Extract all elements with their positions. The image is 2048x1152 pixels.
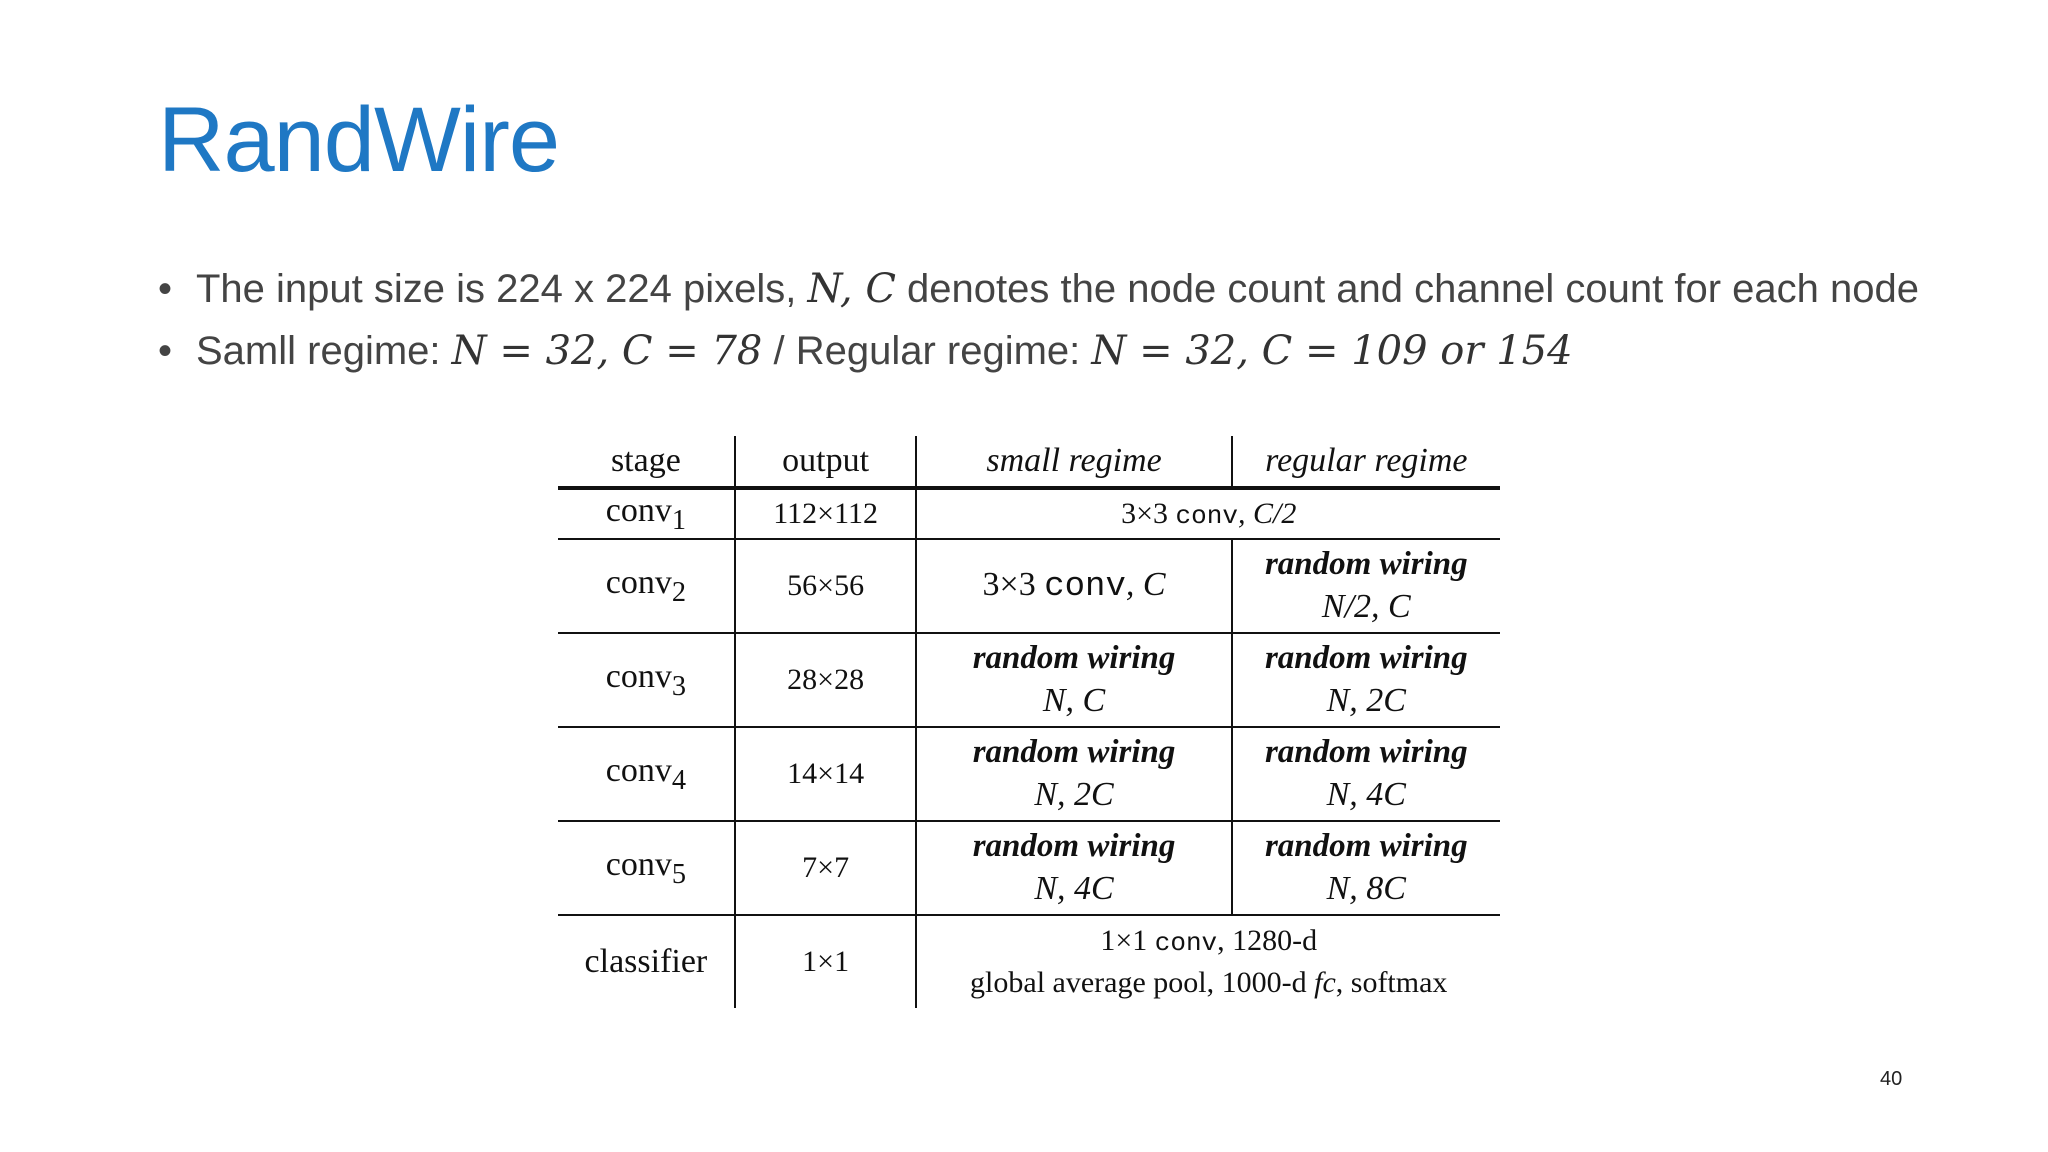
regular-regime-cell: random wiring N, 2C <box>1232 633 1500 727</box>
output-cell: 112×112 <box>735 488 917 539</box>
output-cell: 14×14 <box>735 727 917 821</box>
page-number: 40 <box>1880 1068 1903 1090</box>
bullet-text: Samll regime: <box>196 329 452 373</box>
small-regime-cell: random wiring N, C <box>916 633 1231 727</box>
bullet-item <box>158 320 1919 382</box>
math-inline: N, C <box>807 266 896 312</box>
header-stage: stage <box>558 436 735 488</box>
output-cell: 7×7 <box>735 821 917 915</box>
output-cell: 1×1 <box>735 915 917 1008</box>
output-cell: 28×28 <box>735 633 917 727</box>
regular-regime-cell: random wiring N, 4C <box>1232 727 1500 821</box>
stage-cell: conv$_3$ <box>558 633 735 727</box>
table-row <box>558 915 1500 1008</box>
table-row <box>558 539 1500 633</box>
table-row <box>558 488 1500 539</box>
architecture-table <box>558 436 1500 1008</box>
small-regime-cell: 3×3 conv, C <box>916 539 1231 633</box>
table-row <box>558 821 1500 915</box>
stage-cell: conv$_4$ <box>558 727 735 821</box>
span-cell: 3×3 conv, C/2 <box>916 488 1500 539</box>
table-row <box>558 633 1500 727</box>
stage-cell: conv$_5$ <box>558 821 735 915</box>
bullet-text: The input size is 224 x 224 pixels, <box>196 267 808 311</box>
bullet-dot: • <box>158 329 173 373</box>
math-inline: N = 32, C = 78 <box>451 328 763 374</box>
header-regular-regime: regular regime <box>1232 436 1500 488</box>
span-cell: 1×1 conv, 1280-d global average pool, 1000-d fc, softmax <box>970 924 1448 999</box>
table-header-row <box>558 436 1500 488</box>
bullet-text: denotes the node count and channel count for each node <box>895 267 1919 311</box>
output-cell: 56×56 <box>735 539 917 633</box>
table-row <box>558 727 1500 821</box>
bullet-list <box>158 258 1919 382</box>
bullet-item <box>158 258 1919 320</box>
regular-regime-cell: random wiring N/2, C <box>1232 539 1500 633</box>
bullet-dot: • <box>158 267 173 311</box>
bullet-text: / Regular regime: <box>762 329 1092 373</box>
stage-cell: conv$_1$ <box>558 488 735 539</box>
math-inline: N = 32, C = 109 or 154 <box>1091 328 1573 374</box>
stage-cell: conv$_2$ <box>558 539 735 633</box>
regular-regime-cell: random wiring N, 8C <box>1232 821 1500 915</box>
header-small-regime: small regime <box>916 436 1231 488</box>
header-output: output <box>735 436 917 488</box>
small-regime-cell: random wiring N, 2C <box>916 727 1231 821</box>
stage-cell: classifier <box>558 915 735 1008</box>
small-regime-cell: random wiring N, 4C <box>916 821 1231 915</box>
slide-title: RandWire <box>158 89 560 191</box>
